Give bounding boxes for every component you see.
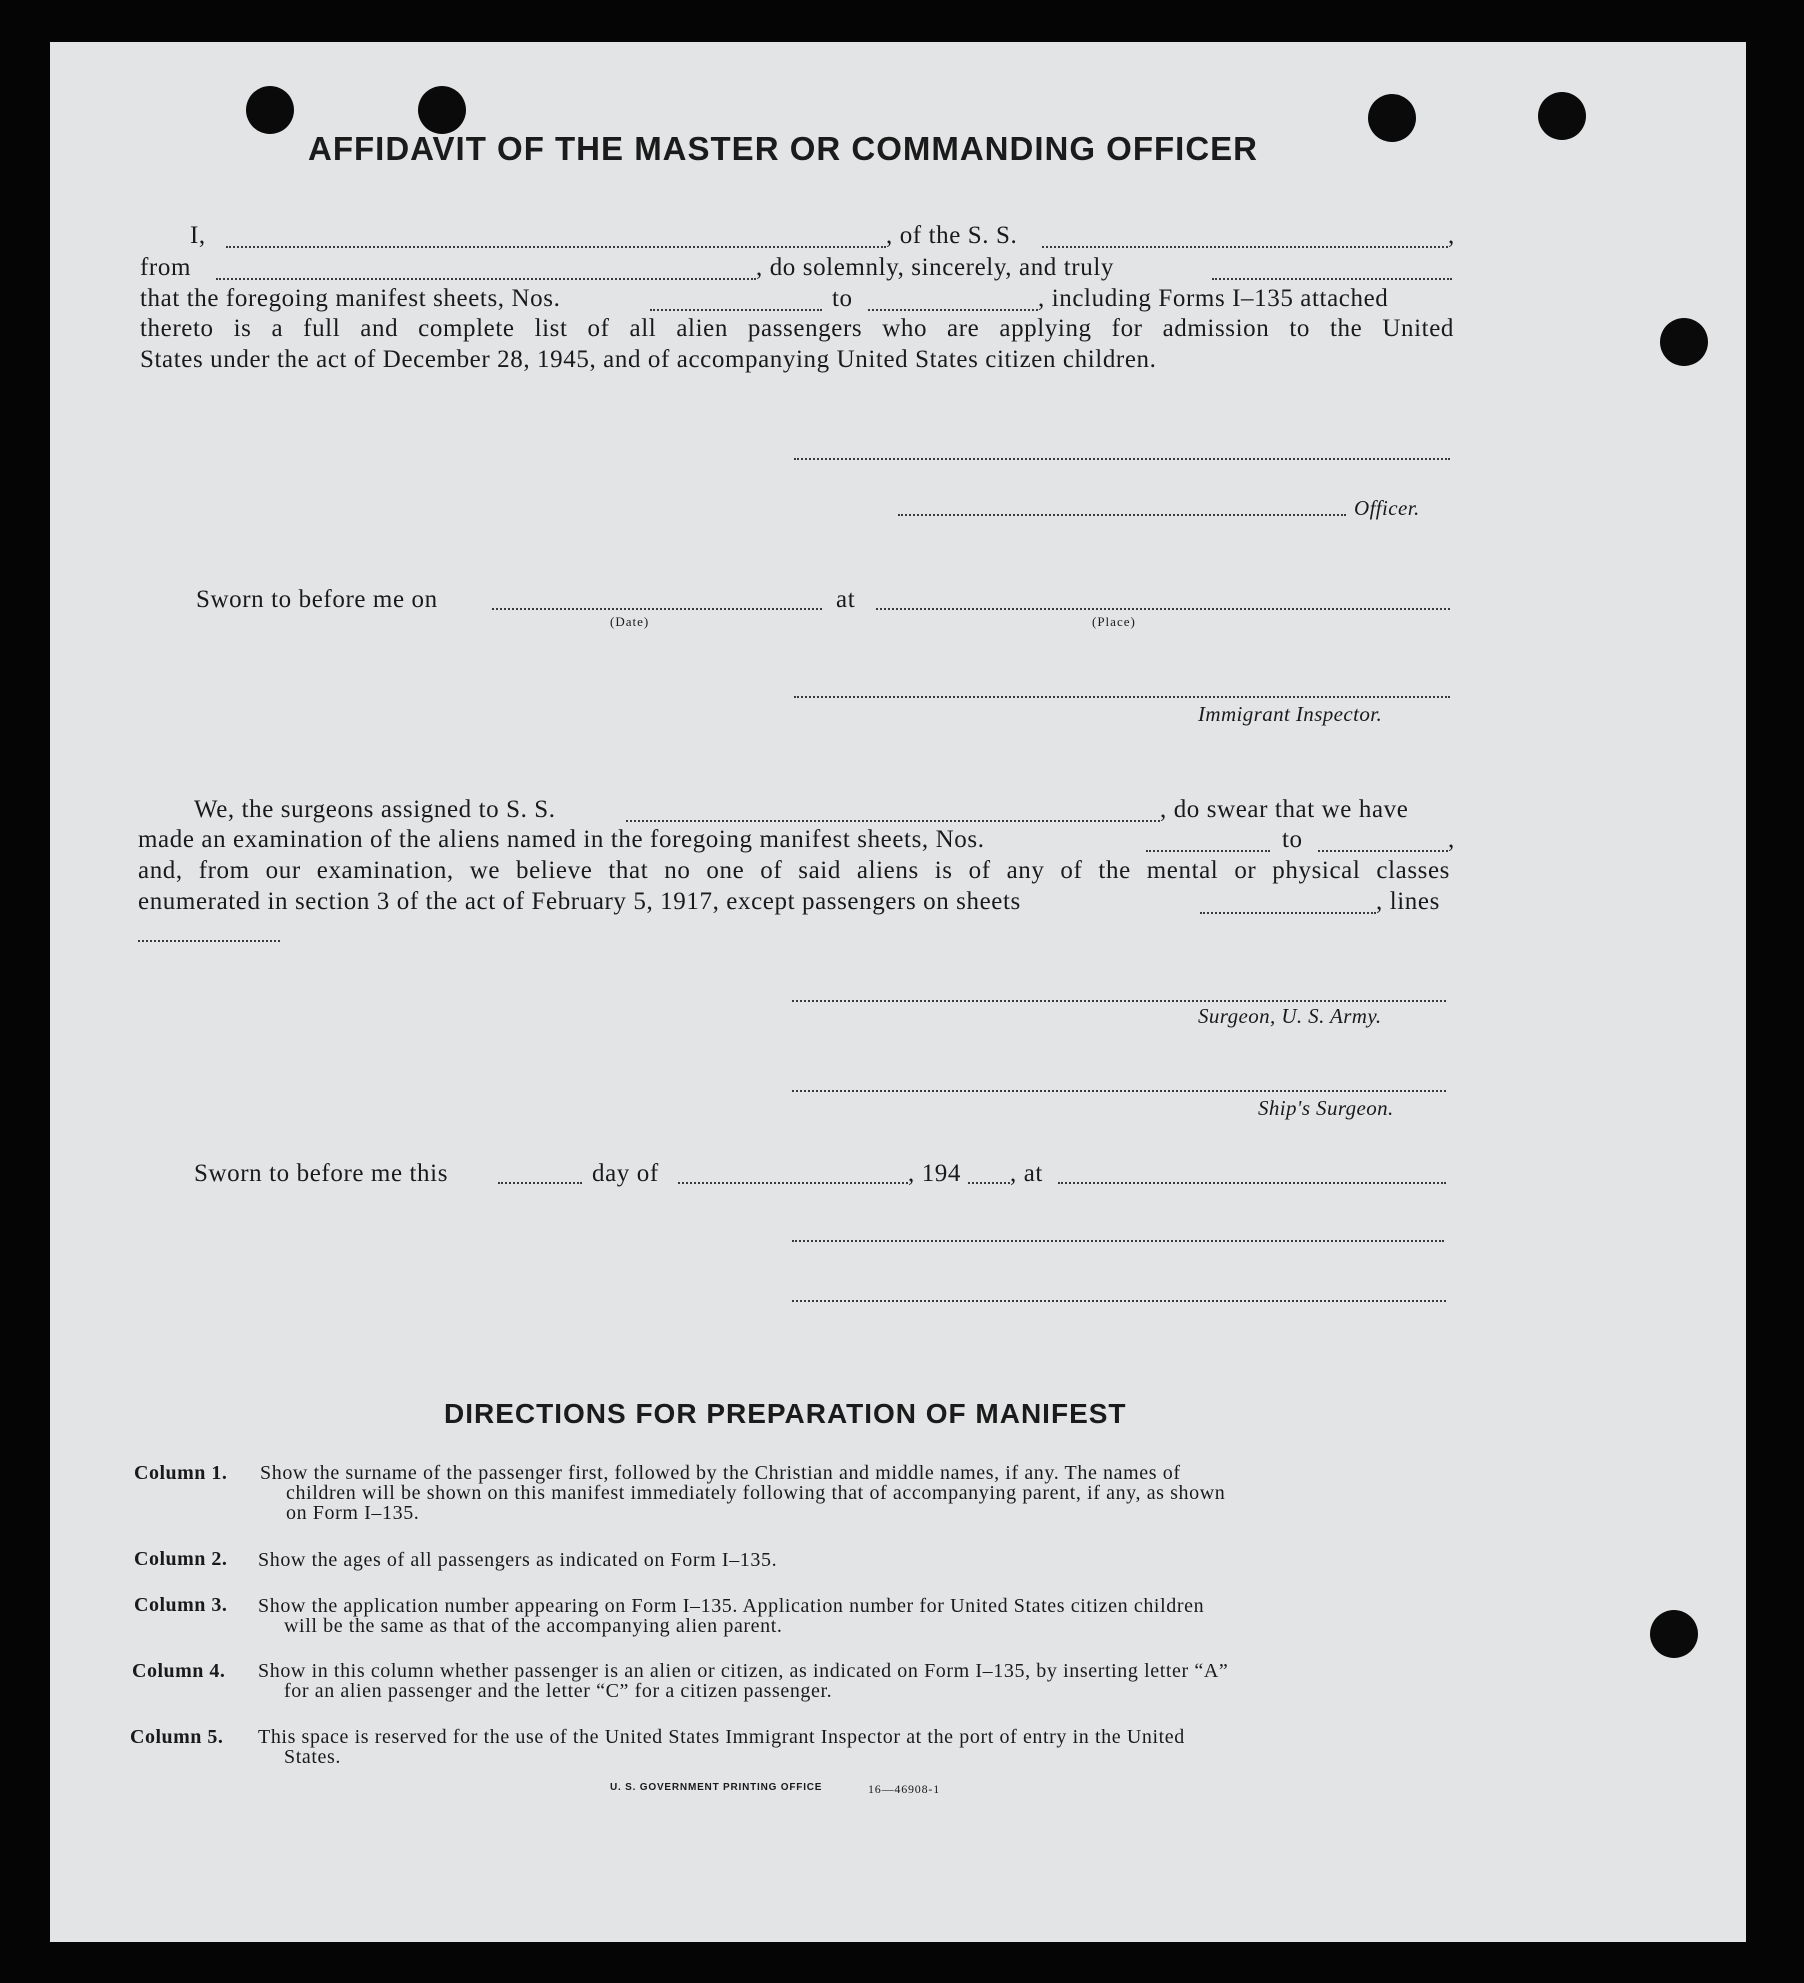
sworn-day-field[interactable] <box>498 1182 582 1184</box>
surgeons-line-3: and, from our examination, we believe that no one of said aliens is of any of the mental or physical classes <box>138 857 1450 884</box>
surgeons-line-2-comma: , <box>1448 826 1455 853</box>
except-lines-field[interactable] <box>138 940 280 942</box>
ships-surgeon-label: Ship's Surgeon. <box>1258 1096 1394 1120</box>
sworn-date-field[interactable] <box>492 608 822 610</box>
date-caption: (Date) <box>610 614 650 629</box>
affidavit-line-1-i: I, <box>190 222 206 249</box>
officer-title-line[interactable] <box>898 514 1346 516</box>
sworn-month-field[interactable] <box>678 1182 908 1184</box>
surgeons-line-2a: made an examination of the aliens named in the foregoing manifest sheets, Nos. <box>138 826 985 853</box>
exam-sheet-to-field[interactable] <box>1318 850 1448 852</box>
officer-signature-line[interactable] <box>794 458 1450 460</box>
sworn-at: at <box>836 586 856 613</box>
direction-text <box>260 1463 1450 1523</box>
sworn-before-this: Sworn to before me this <box>194 1160 449 1187</box>
surgeon-army-label: Surgeon, U. S. Army. <box>1198 1004 1382 1028</box>
sworn-signature-line-2[interactable] <box>792 1300 1446 1302</box>
master-name-field[interactable] <box>226 246 886 248</box>
sworn-day-of: day of <box>592 1160 659 1187</box>
form-title: AFFIDAVIT OF THE MASTER OR COMMANDING OFFICER <box>308 130 1259 167</box>
affidavit-line-4: thereto is a full and complete list of all alien passengers who are applying for admission to the United <box>140 315 1454 342</box>
place-caption: (Place) <box>1092 614 1136 629</box>
direction-text <box>258 1596 1448 1636</box>
affidavit-line-2-solemnly: , do solemnly, sincerely, and truly <box>756 254 1114 281</box>
affidavit-line-1-of-ss: , of the S. S. <box>886 222 1018 249</box>
direction-label: Column 3. <box>134 1594 228 1616</box>
ships-surgeon-signature-line[interactable] <box>792 1090 1446 1092</box>
affidavit-line-5: States under the act of December 28, 1945, and of accompanying United States citizen children. <box>140 346 1157 373</box>
direction-text <box>258 1550 1448 1570</box>
direction-label: Column 2. <box>134 1548 228 1570</box>
direction-line: Show in this column whether passenger is an alien or citizen, as indicated on Form I–135, by inserting letter “A” <box>258 1660 1229 1682</box>
direction-line: This space is reserved for the use of the United States Immigrant Inspector at the port of entry in the United <box>258 1726 1185 1748</box>
sworn-at-2: , at <box>1010 1160 1043 1187</box>
direction-line: Show the application number appearing on Form I–135. Application number for United States citizen children <box>258 1595 1205 1617</box>
punch-hole-icon <box>246 86 294 134</box>
direction-line: on Form I–135. <box>286 1502 420 1524</box>
affidavit-line-2-from: from <box>140 254 191 281</box>
surgeons-line-4a: enumerated in section 3 of the act of February 5, 1917, except passengers on sheets <box>138 888 1021 915</box>
sworn-place-2-field[interactable] <box>1058 1182 1446 1184</box>
affidavit-line-3-to: to <box>832 285 853 312</box>
exam-sheet-from-field[interactable] <box>1146 850 1270 852</box>
surgeons-ship-field[interactable] <box>626 820 1160 822</box>
affidavit-line-3-manifest: that the foregoing manifest sheets, Nos. <box>140 285 561 312</box>
sheet-to-field[interactable] <box>868 309 1038 311</box>
sheet-from-field[interactable] <box>650 309 822 311</box>
direction-text <box>258 1727 1448 1767</box>
immigrant-inspector-label: Immigrant Inspector. <box>1198 702 1383 726</box>
punch-hole-icon <box>418 86 466 134</box>
inspector-signature-line[interactable] <box>794 696 1450 698</box>
sworn-year-field[interactable] <box>968 1182 1010 1184</box>
surgeons-line-1a: We, the surgeons assigned to S. S. <box>194 796 556 823</box>
printer-footer: U. S. GOVERNMENT PRINTING OFFICE <box>610 1782 823 1793</box>
surgeons-line-4b: , lines <box>1376 888 1440 915</box>
punch-hole-icon <box>1368 94 1416 142</box>
officer-label: Officer. <box>1354 496 1420 520</box>
punch-hole-icon <box>1650 1610 1698 1658</box>
affidavit-line-1-comma: , <box>1448 222 1455 249</box>
direction-line: States. <box>284 1746 341 1768</box>
affidavit-line-3-including: , including Forms I–135 attached <box>1038 285 1389 312</box>
form-code-footer: 16—46908-1 <box>868 1782 940 1796</box>
direction-line: for an alien passenger and the letter “C” for a citizen passenger. <box>284 1680 833 1702</box>
direction-line: Show the ages of all passengers as indicated on Form I–135. <box>258 1549 778 1571</box>
sworn-signature-line-1[interactable] <box>792 1240 1444 1242</box>
punch-hole-icon <box>1660 318 1708 366</box>
directions-heading: DIRECTIONS FOR PREPARATION OF MANIFEST <box>444 1398 1127 1429</box>
direction-text <box>258 1661 1448 1701</box>
except-sheets-field[interactable] <box>1200 912 1376 914</box>
direction-line: will be the same as that of the accompanying alien parent. <box>284 1615 783 1637</box>
surgeons-line-1b: , do swear that we have <box>1160 796 1409 823</box>
sworn-before-on: Sworn to before me on <box>196 586 438 613</box>
surgeons-line-2-to: to <box>1282 826 1303 853</box>
sworn-place-field[interactable] <box>876 608 1450 610</box>
direction-line: Show the surname of the passenger first, followed by the Christian and middle names, if any. The names of <box>260 1462 1181 1484</box>
direction-label: Column 4. <box>132 1660 226 1682</box>
sworn-year: , 194 <box>908 1160 961 1187</box>
oath-field[interactable] <box>1212 278 1452 280</box>
direction-label: Column 5. <box>130 1726 224 1748</box>
army-surgeon-signature-line[interactable] <box>792 1000 1446 1002</box>
punch-hole-icon <box>1538 92 1586 140</box>
direction-label: Column 1. <box>134 1462 228 1484</box>
ship-name-field[interactable] <box>1042 246 1448 248</box>
direction-line: children will be shown on this manifest immediately following that of accompanying parent, if any, as shown <box>286 1482 1226 1504</box>
from-port-field[interactable] <box>216 278 756 280</box>
